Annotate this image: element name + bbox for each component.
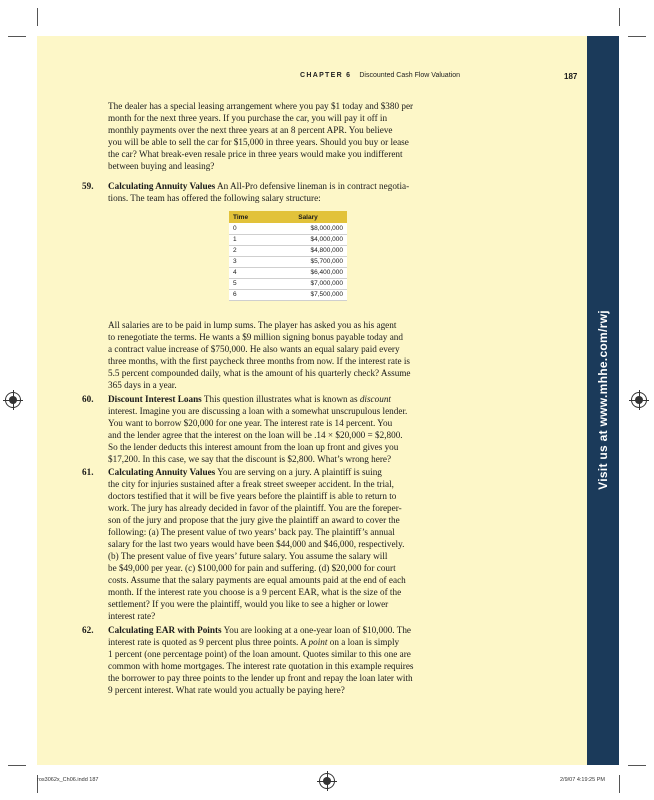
text-line: All salaries are to be paid in lump sums. The player has asked you as his agent [108,320,397,330]
chapter-label: CHAPTER 6 [300,72,352,79]
continuation-text [108,100,470,172]
table-cell: $7,500,000 [269,289,347,300]
text-line: be $49,000 per year. (c) $100,000 for pain and suffering. (d) $20,000 for court [108,563,396,573]
problem-title: Discount Interest Loans [108,394,202,404]
text-line: between buying and leasing? [108,161,215,171]
problem-59 [82,180,470,204]
text-line: a contract value increase of $750,000. He also wants an equal salary paid every [108,344,400,354]
text-line: 1 percent (one percentage point) of the loan amount. Quotes similar to this one are [108,649,411,659]
table-row [229,234,347,245]
table-cell: $5,700,000 [269,256,347,267]
text-line: You want to borrow $20,000 for one year. The interest rate is 14 percent. You [108,418,393,428]
table-cell: 3 [229,256,269,267]
table-row [229,223,347,234]
problem-number: 60. [82,394,94,404]
slug-file: ros3062x_Ch06.indd 187 [37,777,99,783]
text-line: month. If the interest rate you choose is a 9 percent EAR, what is the size of the [108,587,402,597]
text-fragment: An All-Pro defensive lineman is in contract negotia- [217,181,410,191]
problem-number: 59. [82,181,94,191]
text-line: The dealer has a special leasing arrangement where you pay $1 today and $380 per [108,101,414,111]
chapter-title: Discounted Cash Flow Valuation [359,72,460,79]
table-cell: 6 [229,289,269,300]
text-line: son of the jury and propose that the jury give the plaintiff an award to cover the [108,515,400,525]
table-cell: 2 [229,245,269,256]
text-line: the car? What break-even resale price in three years would make you indifferent [108,149,403,159]
text-line: settlement? If you were the plaintiff, would you like to see a higher or lower [108,599,389,609]
text-fragment: You are looking at a one-year loan of $10,000. The [223,625,412,635]
registration-mark-bottom [319,773,335,789]
registration-mark-right [631,392,647,408]
text-line: salary for the last two years would have been $44,000 and $46,000, respectively. [108,539,405,549]
text-fragment: on a loan is simply [329,637,400,647]
crop-mark [628,765,646,766]
text-line: So the lender deducts this interest amount from the loan up front and gives you [108,442,399,452]
table-row [229,289,347,300]
column-header-salary: Salary [269,211,347,223]
text-fragment: This question illustrates what is known as [203,394,358,404]
column-header-time: Time [229,211,269,223]
text-line: the borrower to pay three points to the lender up front and repay the loan later with [108,673,413,683]
text-line: monthly payments over the next three years at an 8 percent APR. You believe [108,125,393,135]
text-line: $17,200. In this case, we say that the discount is $2,800. What’s wrong here? [108,454,392,464]
text-line: (b) The present value of five years’ future salary. You assume the salary will [108,551,388,561]
text-fragment: interest rate is quoted as 9 percent plus three points. A [108,637,307,647]
table-cell: 1 [229,234,269,245]
page-number: 187 [564,72,578,81]
table-row [229,267,347,278]
problem-60 [82,393,470,465]
problem-59-body [108,319,470,391]
crop-mark [8,36,26,37]
table-cell: $4,800,000 [269,245,347,256]
table-cell: $4,000,000 [269,234,347,245]
text-line: common with home mortgages. The interest rate quotation in this example requires [108,661,414,671]
text-line: interest. Imagine you are discussing a loan with a somewhat unscrupulous lender. [108,406,408,416]
text-line: work. The jury has already decided in favor of the plaintiff. You are the foreper- [108,503,402,513]
text-line: doctors testified that it will be five years before the plaintiff is able to return to [108,491,397,501]
running-head [300,72,460,79]
table-cell: 5 [229,278,269,289]
table-row [229,245,347,256]
table-cell: $7,000,000 [269,278,347,289]
text-fragment: You are serving on a jury. A plaintiff is suing [217,467,382,477]
text-line: interest rate? [108,611,156,621]
problem-61 [82,466,470,622]
table-cell: 4 [229,267,269,278]
slug-timestamp: 2/9/07 4:19:25 PM [560,777,605,783]
text-line [108,624,470,636]
problem-62 [82,624,470,696]
problem-title: Calculating Annuity Values [108,467,216,477]
text-line: month for the next three years. If you purchase the car, you will pay it off in [108,113,388,123]
text-line [108,466,470,478]
crop-mark [619,775,620,793]
table-cell: $6,400,000 [269,267,347,278]
text-line: the city for injuries sustained after a freak street sweeper accident. In the trial, [108,479,394,489]
text-line: you will be able to sell the car for $15,000 in three years. Should you buy or lease [108,137,409,147]
italic-term: point [308,637,328,647]
table-row [229,278,347,289]
problem-title: Calculating Annuity Values [108,181,216,191]
crop-mark [628,36,646,37]
problem-number: 62. [82,625,94,635]
italic-term: discount [359,394,391,404]
text-line: costs. Assume that the salary payments are equal amounts paid at the end of each [108,575,406,585]
table-cell: $8,000,000 [269,223,347,234]
problem-number: 61. [82,467,94,477]
text-line: to renegotiate the terms. He wants a $9 million signing bonus payable today and [108,332,403,342]
text-line: 365 days in a year. [108,380,177,390]
text-line: 9 percent interest. What rate would you actually be paying here? [108,685,345,695]
registration-mark-left [5,392,21,408]
problem-title: Calculating EAR with Points [108,625,222,635]
text-line: following: (a) The present value of two years’ back pay. The plaintiff’s annual [108,527,395,537]
crop-mark [619,8,620,26]
salary-table [229,211,347,301]
text-line: three months, with the first paycheck three months from now. If the interest rate is [108,356,410,366]
text-line: 5.5 percent compounded daily, what is the amount of his quarterly check? Assume [108,368,411,378]
table-cell: 0 [229,223,269,234]
crop-mark [8,765,26,766]
crop-mark [37,8,38,26]
text-line [108,393,470,405]
text-line: and the lender agree that the interest on the loan will be .14 × $20,000 = $2,800. [108,430,403,440]
text-line [108,180,470,192]
text-line: tions. The team has offered the following salary structure: [108,193,321,203]
side-tab-text: Visit us at www.mhhe.com/rwj [596,310,610,490]
text-line [108,636,470,648]
table-row [229,256,347,267]
table-header-row [229,211,347,223]
